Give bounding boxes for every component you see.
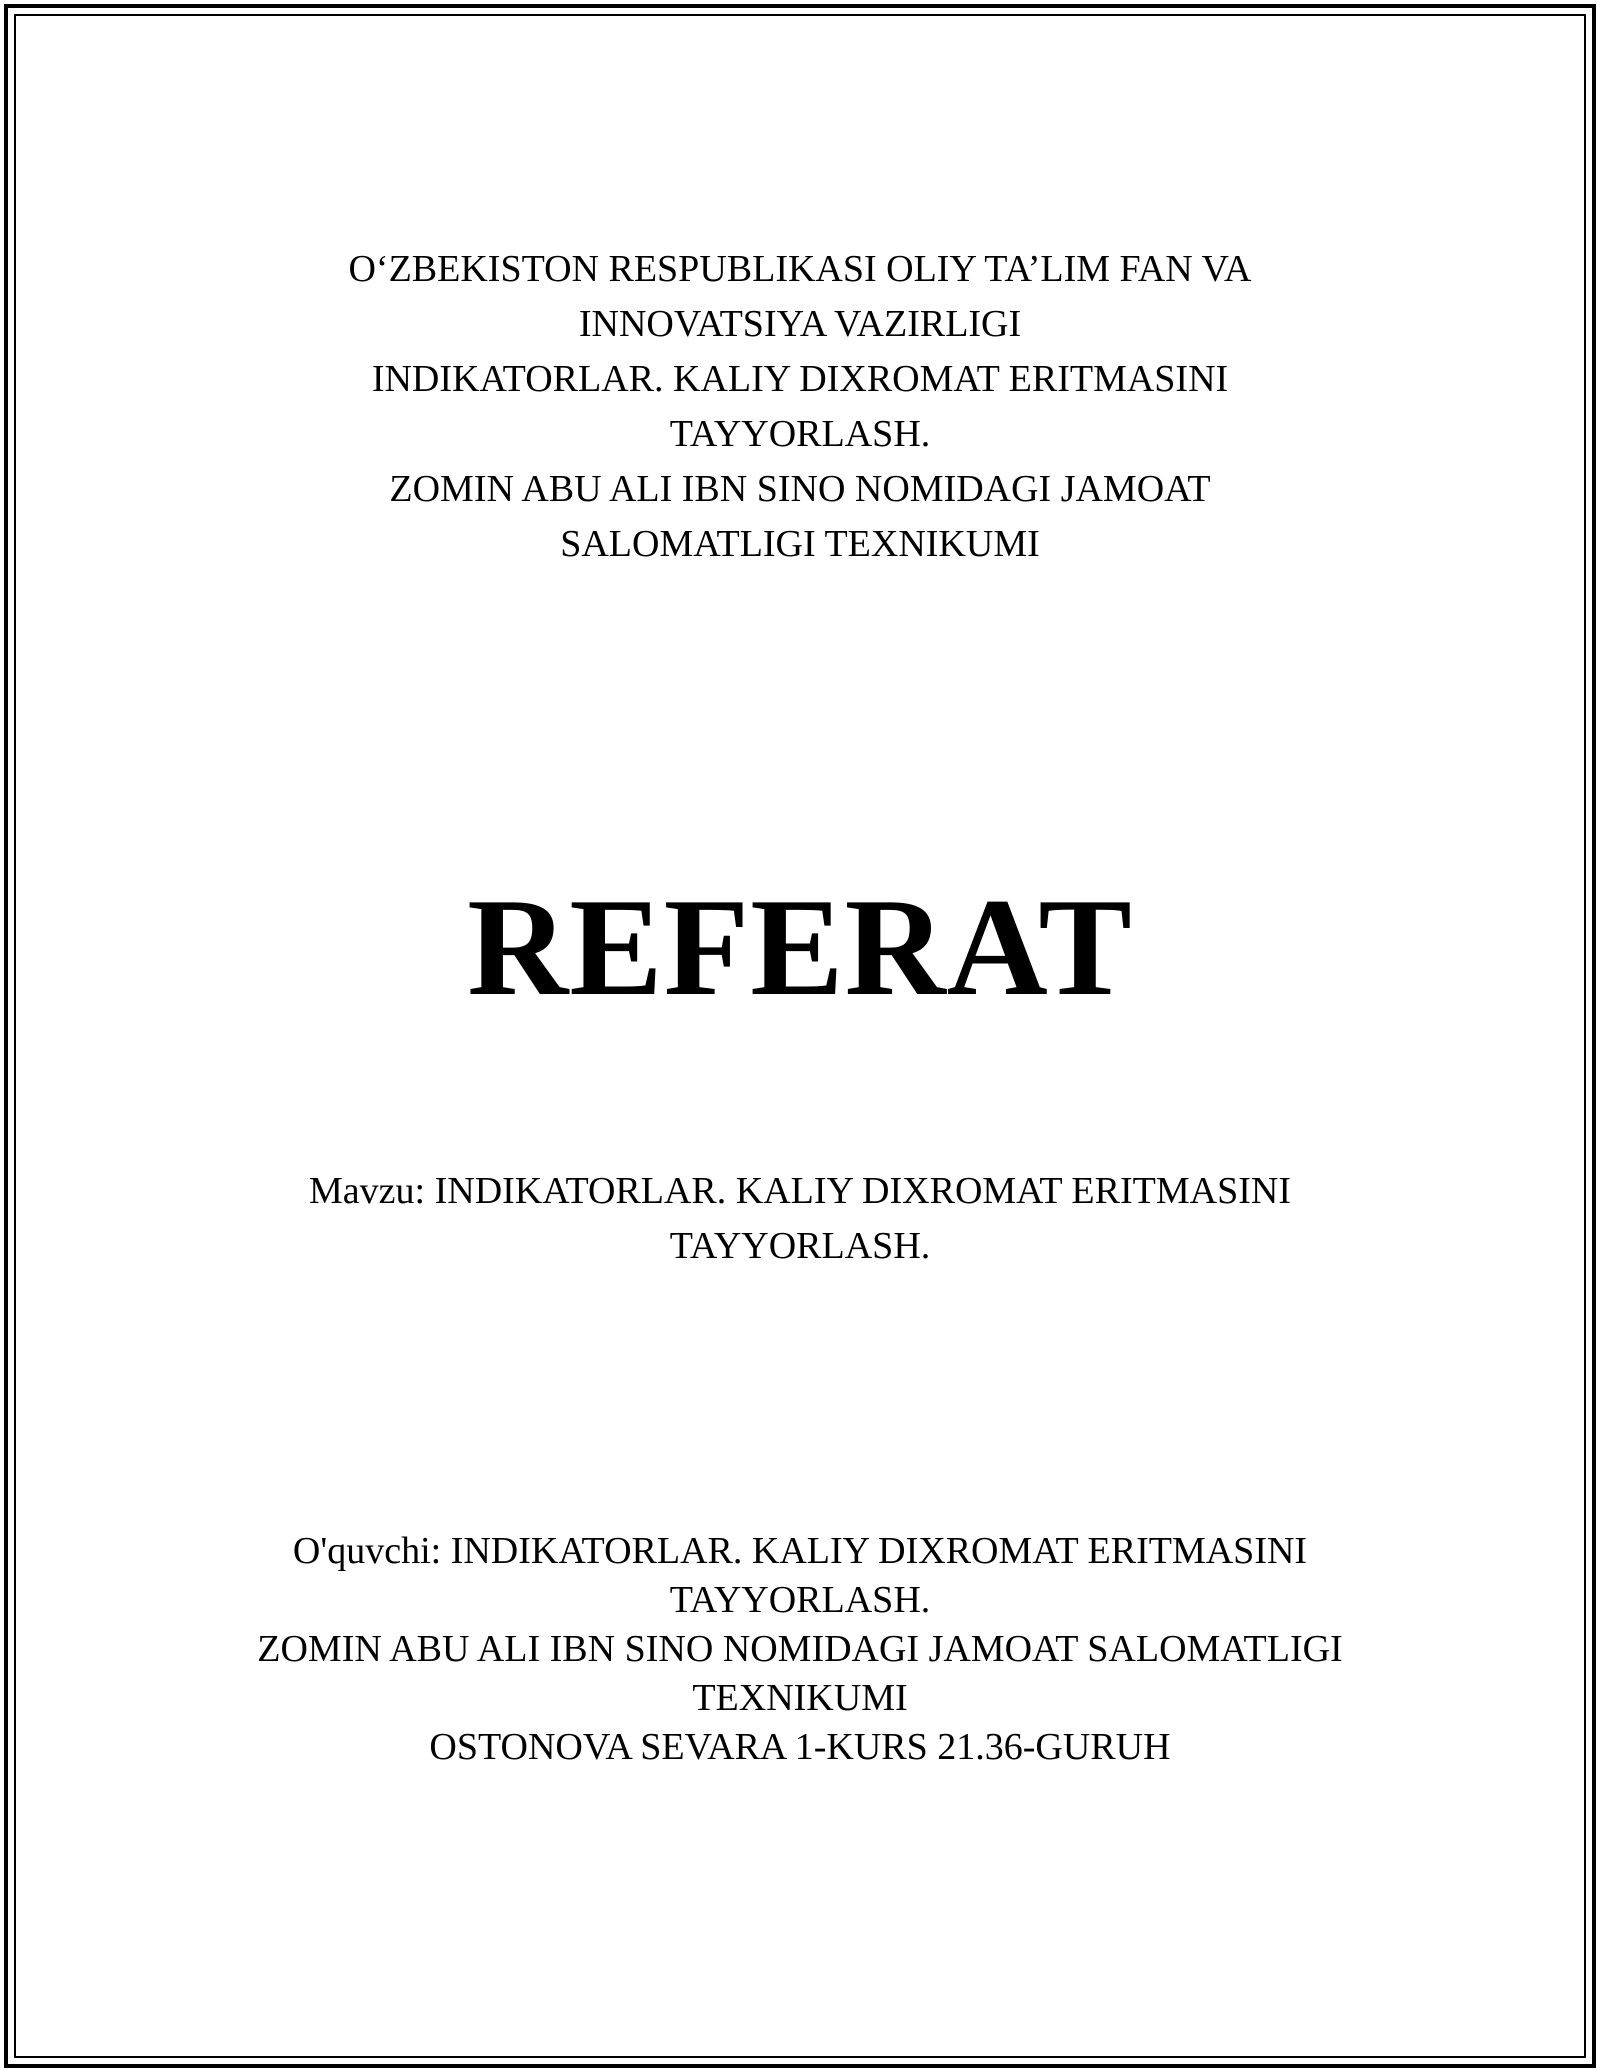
header-block xyxy=(0,242,1600,572)
student-block xyxy=(0,1527,1600,1772)
title-block xyxy=(0,868,1600,1028)
topic-block xyxy=(0,1164,1600,1274)
student-line: ZOMIN ABU ALI IBN SINO NOMIDAGI JAMOAT SALOMATLIGI xyxy=(257,1628,1343,1670)
topic-line: TAYYORLASH. xyxy=(669,1225,931,1267)
student-line: TAYYORLASH. xyxy=(669,1579,931,1621)
document-title: REFERAT xyxy=(467,870,1133,1025)
header-line: INNOVATSIYA VAZIRLIGI xyxy=(578,303,1022,345)
header-line: SALOMATLIGI TEXNIKUMI xyxy=(560,523,1040,565)
header-line: INDIKATORLAR. KALIY DIXROMAT ERITMASINI xyxy=(371,358,1229,400)
topic-line: Mavzu: INDIKATORLAR. KALIY DIXROMAT ERITMASINI xyxy=(309,1170,1291,1212)
student-line: O'quvchi: INDIKATORLAR. KALIY DIXROMAT ERITMASINI xyxy=(292,1530,1308,1572)
student-line: TEXNIKUMI xyxy=(692,1677,908,1719)
student-line: OSTONOVA SEVARA 1-KURS 21.36-GURUH xyxy=(429,1726,1171,1768)
header-line: ZOMIN ABU ALI IBN SINO NOMIDAGI JAMOAT xyxy=(389,468,1211,510)
header-line: O‘ZBEKISTON RESPUBLIKASI OLIY TA’LIM FAN VA xyxy=(348,248,1252,290)
header-line: TAYYORLASH. xyxy=(669,413,931,455)
